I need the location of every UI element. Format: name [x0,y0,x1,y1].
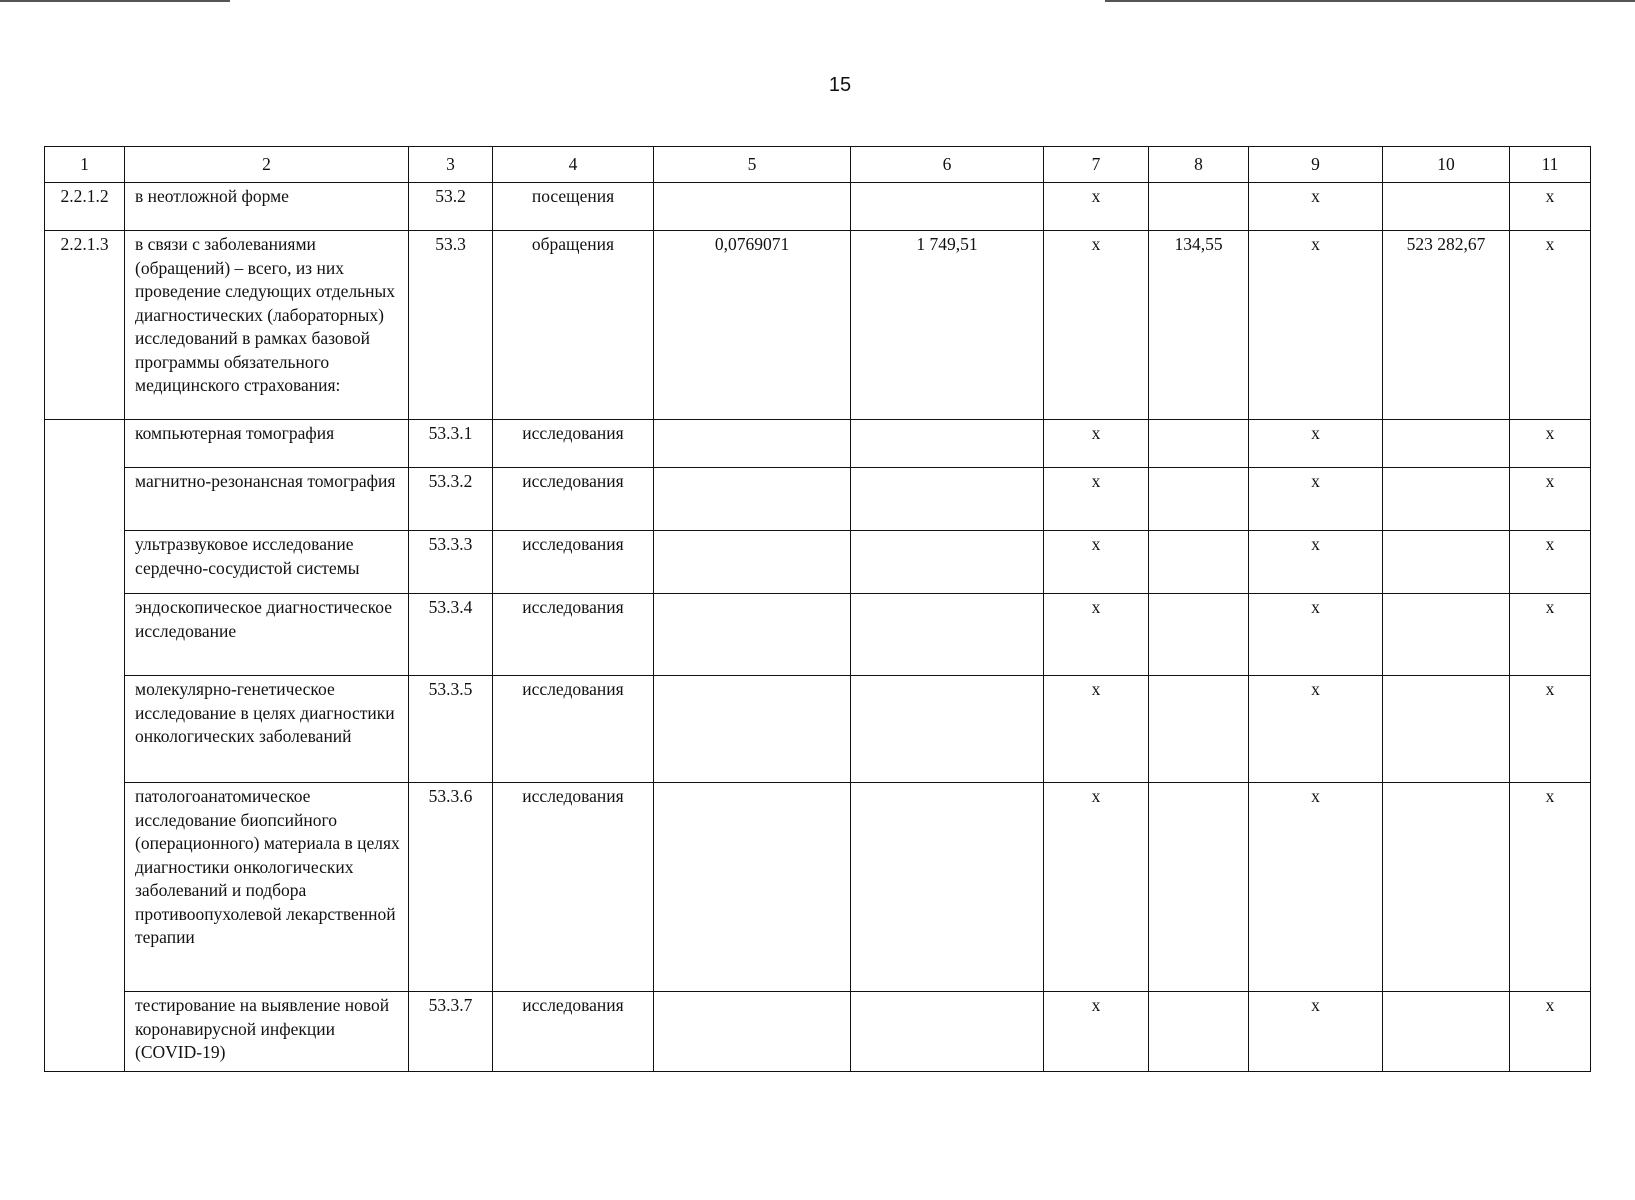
row-name-cell: магнитно-резонансная томография [125,468,409,531]
sub-rows-group-cell [45,420,125,1072]
row-name-cell: молекулярно-генетическое исследование в целях диагностики онкологических заболеваний [125,676,409,783]
row-col7-cell: х [1044,420,1149,468]
header-cell-4: 4 [493,147,654,183]
row-col7-cell: х [1044,594,1149,676]
row-col11-cell: х [1510,468,1591,531]
row-col8-cell [1149,531,1249,594]
row-col10-cell [1383,783,1510,992]
row-unit-cell: исследования [493,992,654,1072]
row-col6-cell [851,531,1044,594]
row-unit-cell: обращения [493,231,654,420]
row-col10-cell [1383,676,1510,783]
row-col9-cell: х [1249,992,1383,1072]
table-row [45,594,1591,676]
row-col6-cell: 1 749,51 [851,231,1044,420]
row-unit-cell: исследования [493,468,654,531]
row-name-cell: в неотложной форме [125,183,409,231]
row-col9-cell: х [1249,468,1383,531]
row-col7-cell: х [1044,231,1149,420]
row-col9-cell: х [1249,676,1383,783]
row-col6-cell [851,183,1044,231]
row-name-cell: ультразвуковое исследование сердечно-сосудистой системы [125,531,409,594]
row-col6-cell [851,783,1044,992]
header-cell-11: 11 [1510,147,1591,183]
row-col8-cell [1149,992,1249,1072]
row-col8-cell [1149,676,1249,783]
row-name-cell: в связи с заболеваниями (обращений) – всего, из них проведение следующих отдельных диагностических (лабораторных) исследований в рамках базовой программы обязательного медицинского страхования: [125,231,409,420]
row-code-cell: 53.3.3 [409,531,493,594]
row-col7-cell: х [1044,992,1149,1072]
scan-edge-line-right [1105,0,1635,2]
row-col7-cell: х [1044,676,1149,783]
page-number: 15 [828,74,852,96]
row-name-cell: эндоскопическое диагностическое исследование [125,594,409,676]
row-col5-cell [654,992,851,1072]
header-cell-8: 8 [1149,147,1249,183]
row-col9-cell: х [1249,594,1383,676]
header-cell-5: 5 [654,147,851,183]
header-cell-3: 3 [409,147,493,183]
row-col10-cell [1383,992,1510,1072]
row-unit-cell: посещения [493,183,654,231]
row-col5-cell: 0,0769071 [654,231,851,420]
row-col8-cell [1149,183,1249,231]
row-unit-cell: исследования [493,783,654,992]
row-col10-cell [1383,531,1510,594]
row-col9-cell: х [1249,783,1383,992]
row-col7-cell: х [1044,531,1149,594]
row-col6-cell [851,594,1044,676]
row-col9-cell: х [1249,420,1383,468]
row-col11-cell: х [1510,676,1591,783]
row-code-cell: 53.3 [409,231,493,420]
table-row [45,231,1591,420]
scan-edge-line-left [0,0,230,2]
row-name-cell: патологоанатомическое исследование биопсийного (операционного) материала в целях диагностики онкологических заболеваний и подбора противоопухолевой лекарственной терапии [125,783,409,992]
row-col10-cell [1383,183,1510,231]
table-row [45,420,1591,468]
row-col11-cell: х [1510,992,1591,1072]
row-col6-cell [851,676,1044,783]
row-unit-cell: исследования [493,676,654,783]
table-row [45,992,1591,1072]
row-code-cell: 53.3.5 [409,676,493,783]
row-col11-cell: х [1510,531,1591,594]
row-col8-cell [1149,468,1249,531]
header-cell-1: 1 [45,147,125,183]
row-col7-cell: х [1044,783,1149,992]
row-code-cell: 53.3.6 [409,783,493,992]
table-row [45,468,1591,531]
row-col9-cell: х [1249,231,1383,420]
row-col11-cell: х [1510,231,1591,420]
row-col5-cell [654,420,851,468]
row-col5-cell [654,468,851,531]
row-col11-cell: х [1510,594,1591,676]
header-cell-10: 10 [1383,147,1510,183]
row-col5-cell [654,183,851,231]
row-col8-cell: 134,55 [1149,231,1249,420]
row-code-cell: 53.3.4 [409,594,493,676]
row-col5-cell [654,531,851,594]
row-col5-cell [654,594,851,676]
row-col8-cell [1149,420,1249,468]
row-col6-cell [851,468,1044,531]
header-cell-6: 6 [851,147,1044,183]
row-col8-cell [1149,594,1249,676]
data-table [44,146,1591,1072]
row-col9-cell: х [1249,183,1383,231]
row-col11-cell: х [1510,783,1591,992]
row-col10-cell [1383,420,1510,468]
row-number-cell: 2.2.1.2 [45,183,125,231]
row-col5-cell [654,676,851,783]
table-header-row [45,147,1591,183]
row-col8-cell [1149,783,1249,992]
row-number-cell: 2.2.1.3 [45,231,125,420]
row-name-cell: тестирование на выявление новой коронавирусной инфекции (COVID-19) [125,992,409,1072]
row-col9-cell: х [1249,531,1383,594]
table-row [45,531,1591,594]
row-code-cell: 53.2 [409,183,493,231]
table-row [45,676,1591,783]
row-col10-cell [1383,594,1510,676]
row-col7-cell: х [1044,183,1149,231]
row-col7-cell: х [1044,468,1149,531]
table-row [45,783,1591,992]
row-code-cell: 53.3.1 [409,420,493,468]
header-cell-7: 7 [1044,147,1149,183]
row-col10-cell: 523 282,67 [1383,231,1510,420]
row-code-cell: 53.3.7 [409,992,493,1072]
table-row [45,183,1591,231]
row-col10-cell [1383,468,1510,531]
row-unit-cell: исследования [493,594,654,676]
row-name-cell: компьютерная томография [125,420,409,468]
row-col6-cell [851,420,1044,468]
header-cell-9: 9 [1249,147,1383,183]
row-col11-cell: х [1510,183,1591,231]
row-unit-cell: исследования [493,420,654,468]
row-unit-cell: исследования [493,531,654,594]
row-col6-cell [851,992,1044,1072]
row-col5-cell [654,783,851,992]
row-col11-cell: х [1510,420,1591,468]
row-code-cell: 53.3.2 [409,468,493,531]
header-cell-2: 2 [125,147,409,183]
